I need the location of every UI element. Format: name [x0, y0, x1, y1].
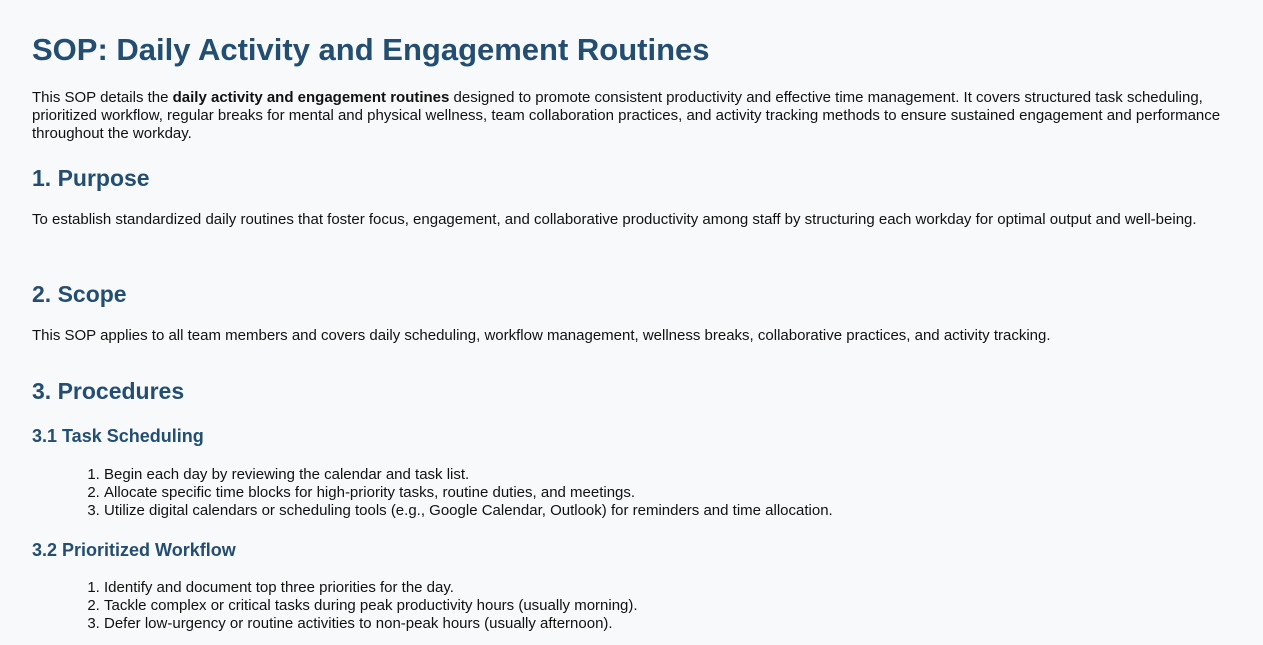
list-item: 1. Begin each day by reviewing the calendar and task list. — [104, 466, 1237, 484]
scope-heading: 2. Scope — [32, 281, 127, 307]
list-item: 2. Allocate specific time blocks for high-priority tasks, routine duties, and meetings. — [104, 484, 1237, 502]
prioritized-workflow-list — [32, 579, 1237, 633]
procedures-heading: 3. Procedures — [32, 378, 185, 404]
intro-text-end: designed to promote consistent productivity and effective time management. It covers structured task scheduling, prioritized workflow, regular breaks for mental and physical wellness, team collaboration practices, and activity tracking methods to ensure sustained engagement and performance throughout the workday. — [32, 89, 1221, 142]
intro-emphasis: daily activity and engagement routines — [172, 89, 450, 106]
task-scheduling-heading: 3.1 Task Scheduling — [32, 426, 204, 446]
list-item: 3. Utilize digital calendars or scheduling tools (e.g., Google Calendar, Outlook) for reminders and time allocation. — [104, 502, 1237, 520]
list-item: 2. Tackle complex or critical tasks during peak productivity hours (usually morning). — [104, 597, 1237, 615]
page-title: SOP: Daily Activity and Engagement Routines — [32, 32, 710, 67]
list-item: 1. Identify and document top three priorities for the day. — [104, 579, 1237, 597]
purpose-text: To establish standardized daily routines that foster focus, engagement, and collaborative productivity among staff by structuring each workday for optimal output and well-being. — [32, 211, 1197, 228]
scope-text: This SOP applies to all team members and covers daily scheduling, workflow management, wellness breaks, collaborative practices, and activity tracking. — [32, 327, 1051, 344]
intro-text-start: This SOP details the — [32, 89, 173, 106]
intro-paragraph — [32, 89, 1237, 143]
purpose-heading: 1. Purpose — [32, 165, 150, 191]
task-scheduling-list — [32, 466, 1237, 520]
list-item: 3. Defer low-urgency or routine activities to non-peak hours (usually afternoon). — [104, 615, 1237, 633]
prioritized-workflow-heading: 3.2 Prioritized Workflow — [32, 540, 236, 560]
